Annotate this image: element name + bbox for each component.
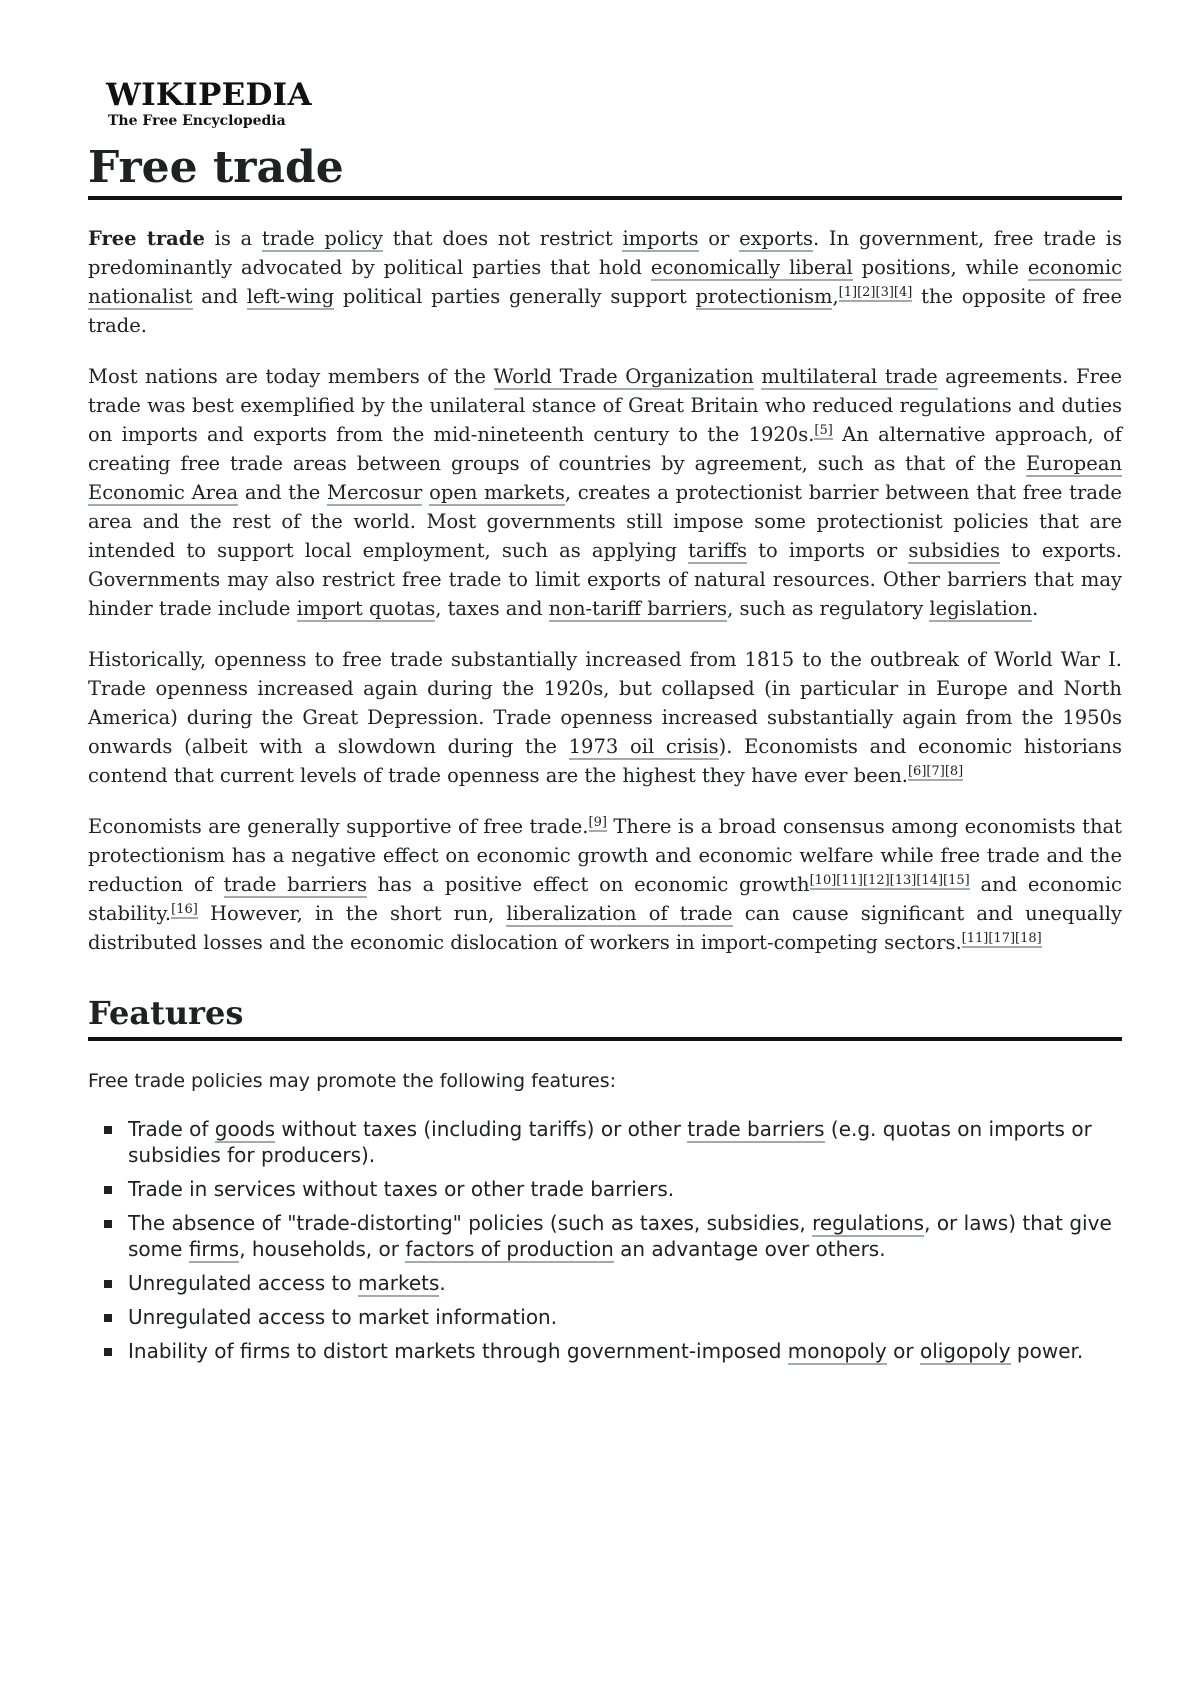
text: Historically, openness to free trade substantially increased from 1815 to the outbreak of World War I. Trade openness increased again during the 1920s, but collapsed (in particular in Europe and North America) during the Great Depression. Trade openness increased substantially again from the 1950s onwards (albeit with a slowdown during the (88, 648, 1122, 758)
citation[interactable] (908, 764, 963, 781)
link-tariffs[interactable]: tariffs (688, 539, 748, 562)
text: is a (204, 227, 262, 250)
link-1973-oil-crisis[interactable]: 1973 oil crisis (568, 735, 719, 758)
citation-link[interactable]: [1][2][3][4] (838, 284, 913, 300)
link-non-tariff-barriers[interactable]: non-tariff barriers (548, 597, 728, 620)
text: , such as regulatory (727, 597, 930, 620)
link-factors-of-production[interactable]: factors of production (405, 1237, 614, 1261)
citation-link[interactable]: [6][7][8] (907, 763, 964, 779)
text: The absence of "trade-distorting" policies (such as taxes, subsidies, (128, 1211, 813, 1235)
link-legislation[interactable]: legislation (929, 597, 1033, 620)
text: Unregulated access to (128, 1271, 358, 1295)
list-item (88, 1116, 1122, 1168)
link-economically-liberal[interactable]: economically liberal (650, 256, 853, 279)
citation-link[interactable]: [5] (814, 422, 833, 438)
citation[interactable] (814, 423, 832, 440)
text: An alternative approach, of creating free trade areas between groups of countries by agreement, such as that of the (88, 423, 1122, 475)
list-item (88, 1338, 1122, 1364)
link-protectionism[interactable]: protectionism (695, 285, 833, 308)
text: Trade of (128, 1117, 215, 1141)
link-exports[interactable]: exports (739, 227, 813, 250)
text: , creates a protectionist barrier between that free trade area and the rest of the world. Most governments still impose some protectionist policies that are intended to support local employment, such as applying (88, 481, 1122, 562)
link-goods[interactable]: goods (214, 1117, 276, 1141)
logo-wordmark: WIKIPEDIA (106, 77, 312, 113)
section-heading-features: Features (88, 993, 1122, 1041)
link-import-quotas[interactable]: import quotas (296, 597, 436, 620)
text: Most nations are today members of the (88, 365, 494, 388)
text: or (698, 227, 740, 250)
list-item (88, 1270, 1122, 1296)
wikipedia-logo[interactable] (106, 77, 312, 140)
text: However, in the short run, (197, 902, 507, 925)
citation[interactable] (810, 873, 970, 890)
citation-link[interactable]: [11][17][18] (961, 930, 1042, 946)
citation-link[interactable]: [9] (588, 814, 607, 830)
page-title: Free trade (88, 142, 1122, 200)
link-left-wing[interactable]: left-wing (246, 285, 335, 308)
text: , (832, 285, 839, 308)
paragraph-history (88, 645, 1122, 790)
features-list (88, 1116, 1122, 1364)
link-liberalization-of-trade[interactable]: liberalization of trade (506, 902, 733, 925)
text: Unregulated access to market information. (128, 1305, 558, 1329)
link-mercosur[interactable]: Mercosur (326, 481, 423, 504)
paragraph-economists (88, 812, 1122, 957)
link-subsidies[interactable]: subsidies (908, 539, 1000, 562)
text: and (192, 285, 247, 308)
text: , taxes and (435, 597, 549, 620)
list-item (88, 1176, 1122, 1202)
citation-link[interactable]: [16] (171, 901, 198, 917)
link-trade-policy[interactable]: trade policy (261, 227, 384, 250)
text: power. (1010, 1339, 1084, 1363)
text: political parties generally support (334, 285, 696, 308)
link-multilateral-trade[interactable]: multilateral trade (761, 365, 938, 388)
text: to exports. Governments may also restrict free trade to limit exports of natural resources. Other barriers that may hinder trade include (88, 539, 1122, 620)
text: positions, while (852, 256, 1028, 279)
article-page (88, 78, 1122, 1372)
text: There is a broad consensus among economists that protectionism has a negative effect on economic growth and economic welfare while free trade and the reduction of (88, 815, 1123, 896)
citation[interactable] (171, 902, 198, 919)
citation[interactable] (839, 285, 913, 302)
citation[interactable] (589, 815, 607, 832)
link-oligopoly[interactable]: oligopoly (919, 1339, 1011, 1363)
list-item (88, 1304, 1122, 1330)
text: without taxes (including tariffs) or other (275, 1117, 688, 1141)
link-monopoly[interactable]: monopoly (787, 1339, 887, 1363)
text: has a positive effect on economic growth (366, 873, 810, 896)
text: agreements. Free trade was best exemplified by the unilateral stance of Great Britain who reduced regulations and duties on imports and exports from the mid-nineteenth century to the 1920s. (88, 365, 1122, 446)
text: ). Economists and economic historians contend that current levels of trade openness are the highest they have ever been. (88, 735, 1123, 787)
link-european-economic-area[interactable]: European Economic Area (88, 452, 1122, 504)
text: an advantage over others. (613, 1237, 886, 1261)
text: , households, or (239, 1237, 406, 1261)
bold-term: Free trade (88, 227, 205, 250)
link-imports[interactable]: imports (622, 227, 699, 250)
text: to imports or (747, 539, 909, 562)
features-intro: Free trade policies may promote the following features: (88, 1070, 617, 1092)
text: or (886, 1339, 920, 1363)
text: . (1032, 597, 1039, 620)
link-trade-barriers[interactable]: trade barriers (687, 1117, 825, 1141)
text: . In government, free trade is predominantly advocated by political parties that hold (88, 227, 1123, 279)
text: can cause significant and unequally distributed losses and the economic dislocation of workers in import-competing sectors. (88, 902, 1122, 954)
link-regulations[interactable]: regulations (812, 1211, 925, 1235)
citation[interactable] (962, 931, 1042, 948)
text: (e.g. quotas on imports or subsidies for producers). (128, 1117, 1092, 1167)
link-economic-nationalist[interactable]: economic nationalist (88, 256, 1122, 308)
intro-paragraph (88, 224, 1122, 340)
link-open-markets[interactable]: open markets (429, 481, 565, 504)
text: and economic stability. (88, 873, 1122, 925)
text: , or laws) that give some (128, 1211, 1112, 1261)
paragraph-wto (88, 362, 1122, 623)
text: the opposite of free trade. (88, 285, 1122, 337)
list-item (88, 1210, 1122, 1262)
link-markets[interactable]: markets (357, 1271, 440, 1295)
text: and the (238, 481, 327, 504)
text: Economists are generally supportive of free trade. (88, 815, 589, 838)
logo-tagline: The Free Encyclopedia (108, 113, 286, 129)
text: Trade in services without taxes or other trade barriers. (128, 1177, 675, 1201)
citation-link[interactable]: [10][11][12][13][14][15] (809, 872, 970, 888)
link-firms[interactable]: firms (188, 1237, 240, 1261)
link-world-trade-organization[interactable]: World Trade Organization (493, 365, 754, 388)
text: Inability of firms to distort markets through government-imposed (128, 1339, 788, 1363)
text: . (439, 1271, 446, 1295)
text: that does not restrict (383, 227, 623, 250)
link-trade-barriers[interactable]: trade barriers (223, 873, 367, 896)
